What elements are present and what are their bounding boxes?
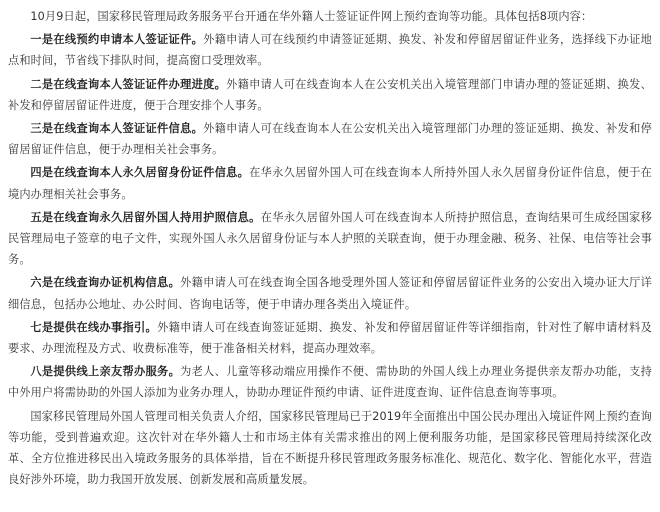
item-1-text: 外籍申请人可在线预约申请签证延期、换发、补发和停留居留证件业务，选择线下办证地点和时间，节省线下排队时间，提高窗口受理效率。 [8, 33, 652, 68]
item-1-paragraph [8, 29, 652, 71]
item-7-heading: 七是提供在线办事指引。 [30, 320, 158, 334]
item-5-heading: 五是在线查询永久居留外国人持用护照信息。 [30, 210, 261, 224]
item-5-paragraph [8, 207, 652, 271]
item-8-text: 为老人、儿童等移动端应用操作不便、需协助的外国人线上办理业务提供亲友帮办功能，支持中外用户将需协助的外国人添加为业务办理人，协助办理证件预约申请、证件进度查询、证件信息查询等事项。 [8, 365, 653, 400]
closing-paragraph: 国家移民管理局外国人管理司相关负责人介绍，国家移民管理局已于2019年全面推出中国公民办理出入境证件网上预约查询等功能，受到普遍欢迎。这次针对在华外籍人士和市场主体有关需求推出的网上便利服务功能，是国家移民管理局持续深化改革、全方位推进移民出入境政务服务的具体举措，旨在不断提升移民管理政务服务标准化、规范化、数字化、智能化水平，营造良好涉外环境，助力我国开放发展、创新发展和高质量发展。 [8, 409, 652, 487]
item-1-heading: 一是在线预约申请本人签证证件。 [30, 33, 204, 47]
item-8-paragraph [8, 361, 652, 403]
item-3-text: 外籍申请人可在线查询本人在公安机关出入境管理部门办理的签证延期、换发、补发和停留居留证件信息，便于办理相关社会事务。 [8, 122, 652, 157]
item-7-paragraph [8, 317, 652, 359]
item-6-paragraph [8, 272, 652, 314]
item-3-heading: 三是在线查询本人签证证件信息。 [30, 122, 204, 136]
item-4-text: 在华永久居留外国人可在线查询本人所持外国人永久居留身份证件信息，便于在境内办理相关社会事务。 [8, 166, 652, 201]
item-8-heading: 八是提供线上亲友帮办服务。 [30, 365, 181, 379]
item-2-paragraph [8, 74, 652, 116]
item-4-paragraph [8, 162, 652, 204]
item-4-heading: 四是在线查询本人永久居留身份证件信息。 [30, 166, 250, 180]
item-6-text: 外籍申请人可在线查询全国各地受理外国人签证和停留居留证件业务的公安出入境办证大厅详细信息，包括办公地址、办公时间、咨询电话等，便于申请办理各类出入境证件。 [8, 276, 653, 311]
item-2-heading: 二是在线查询本人签证证件办理进度。 [30, 77, 227, 91]
item-7-text: 外籍申请人可在线查询签证延期、换发、补发和停留居留证件等详细指南，针对性了解申请材料及要求、办理流程及方式、收费标准等，便于准备相关材料，提高办理效率。 [8, 320, 653, 356]
item-6-heading: 六是在线查询办证机构信息。 [30, 276, 181, 290]
intro-paragraph: 10月9日起，国家移民管理局政务服务平台开通在华外籍人士签证证件网上预约查询等功能。具体包括8项内容： [30, 10, 593, 23]
item-5-text: 在华永久居留外国人可在线查询本人所持护照信息，查询结果可生成经国家移民管理局电子签章的电子文件，实现外国人永久居留身份证与本人护照的关联查询，便于办理金融、税务、社保、电信等社会事务。 [8, 210, 652, 267]
item-2-text: 外籍申请人可在线查询本人在公安机关出入境管理部门申请办理的签证延期、换发、补发和停留居留证件进度，便于合理安排个人事务。 [8, 77, 652, 112]
item-3-paragraph [8, 118, 652, 160]
